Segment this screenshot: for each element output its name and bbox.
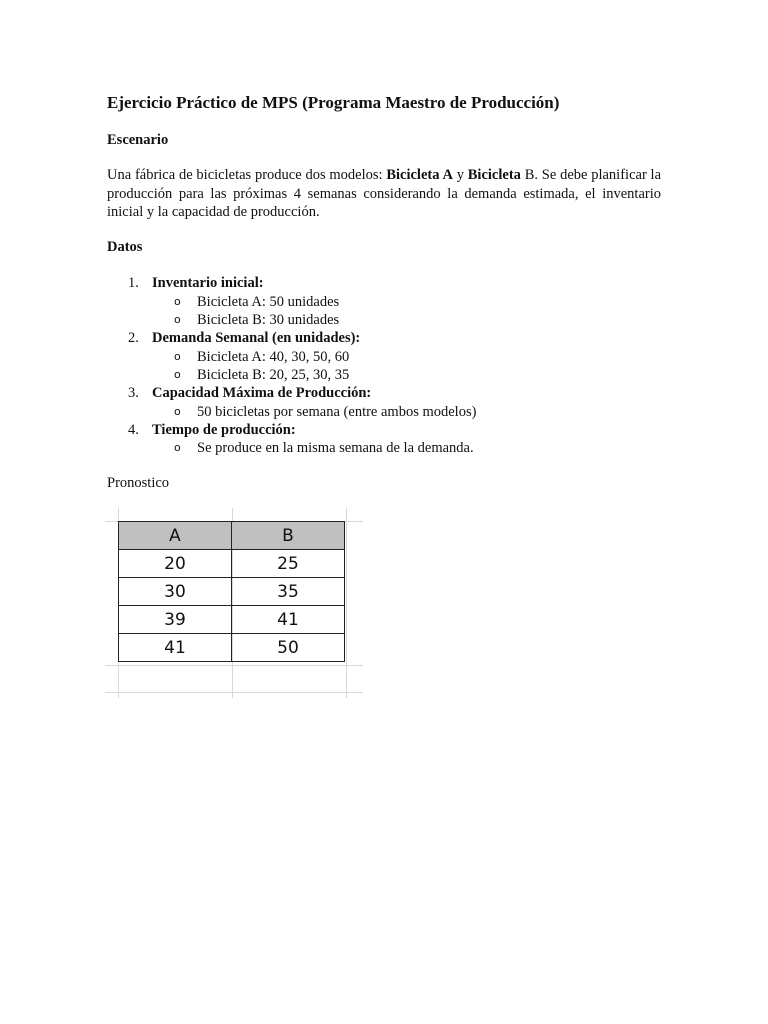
list-number: 1. xyxy=(128,275,139,292)
bullet-icon: o xyxy=(174,294,181,308)
list-label: Inventario inicial: xyxy=(152,275,264,292)
scenario-paragraph xyxy=(107,166,661,221)
scenario-bold-bicicleta-a: Bicicleta A xyxy=(386,167,453,184)
table-row xyxy=(119,550,345,578)
sub-item-text: Bicicleta B: 20, 25, 30, 35 xyxy=(197,366,350,383)
data-item-production-time xyxy=(107,421,661,458)
table-cell: 30 xyxy=(119,578,232,606)
sub-item-text: Bicicleta A: 50 unidades xyxy=(197,293,340,310)
list-item xyxy=(152,403,661,421)
column-header-a: A xyxy=(119,522,232,550)
scenario-text-2: y xyxy=(452,167,468,184)
table-cell: 39 xyxy=(119,606,232,634)
list-number: 3. xyxy=(128,385,139,402)
sub-list xyxy=(152,403,661,421)
table-cell: 41 xyxy=(119,634,232,662)
sheet-gridline xyxy=(105,692,363,693)
data-list xyxy=(107,274,661,457)
scenario-text-3: B. Se debe planificar la producción para las próximas 4 semanas considerando la demanda estimada, el inventario inicial y la capacidad de producción. xyxy=(107,167,662,220)
bullet-icon: o xyxy=(174,349,181,363)
list-number: 2. xyxy=(128,330,139,347)
bullet-icon: o xyxy=(174,404,181,418)
bullet-icon: o xyxy=(174,313,181,327)
data-item-demand xyxy=(107,329,661,384)
table-header-row xyxy=(119,522,345,550)
list-item xyxy=(152,348,661,366)
forecast-label: Pronostico xyxy=(107,475,170,492)
list-number: 4. xyxy=(128,421,139,438)
table-cell: 20 xyxy=(119,550,232,578)
scenario-heading: Escenario xyxy=(107,132,169,148)
bullet-icon: o xyxy=(174,441,181,455)
table-row xyxy=(119,578,345,606)
forecast-sheet-image xyxy=(105,508,363,698)
list-label: Demanda Semanal (en unidades): xyxy=(152,330,361,347)
document-title: Ejercicio Práctico de MPS (Programa Maestro de Producción) xyxy=(107,93,560,112)
table-cell: 25 xyxy=(232,550,345,578)
scenario-bold-bicicleta: Bicicleta xyxy=(467,167,521,184)
sub-list xyxy=(152,348,661,385)
table-row xyxy=(119,606,345,634)
data-item-inventory xyxy=(107,274,661,329)
data-item-capacity xyxy=(107,384,661,421)
sub-item-text: 50 bicicletas por semana (entre ambos modelos) xyxy=(197,403,477,420)
sheet-gridline xyxy=(346,508,347,698)
document-content xyxy=(107,92,661,493)
table-cell: 41 xyxy=(232,606,345,634)
list-label: Capacidad Máxima de Producción: xyxy=(152,385,372,402)
scenario-text-1: Una fábrica de bicicletas produce dos modelos: xyxy=(107,167,387,184)
column-header-b: B xyxy=(232,522,345,550)
sub-item-text: Se produce en la misma semana de la demanda. xyxy=(197,440,474,457)
forecast-table xyxy=(118,521,345,662)
sub-list xyxy=(152,293,661,330)
table-cell: 50 xyxy=(232,634,345,662)
table-row xyxy=(119,634,345,662)
bullet-icon: o xyxy=(174,367,181,381)
table-cell: 35 xyxy=(232,578,345,606)
list-label: Tiempo de producción: xyxy=(152,421,296,438)
list-item xyxy=(152,439,661,457)
list-item xyxy=(152,311,661,329)
list-item xyxy=(152,366,661,384)
list-item xyxy=(152,293,661,311)
sub-list xyxy=(152,439,661,457)
sub-item-text: Bicicleta A: 40, 30, 50, 60 xyxy=(197,348,350,365)
sheet-gridline xyxy=(105,665,363,666)
data-heading: Datos xyxy=(107,239,143,256)
sub-item-text: Bicicleta B: 30 unidades xyxy=(197,312,340,329)
